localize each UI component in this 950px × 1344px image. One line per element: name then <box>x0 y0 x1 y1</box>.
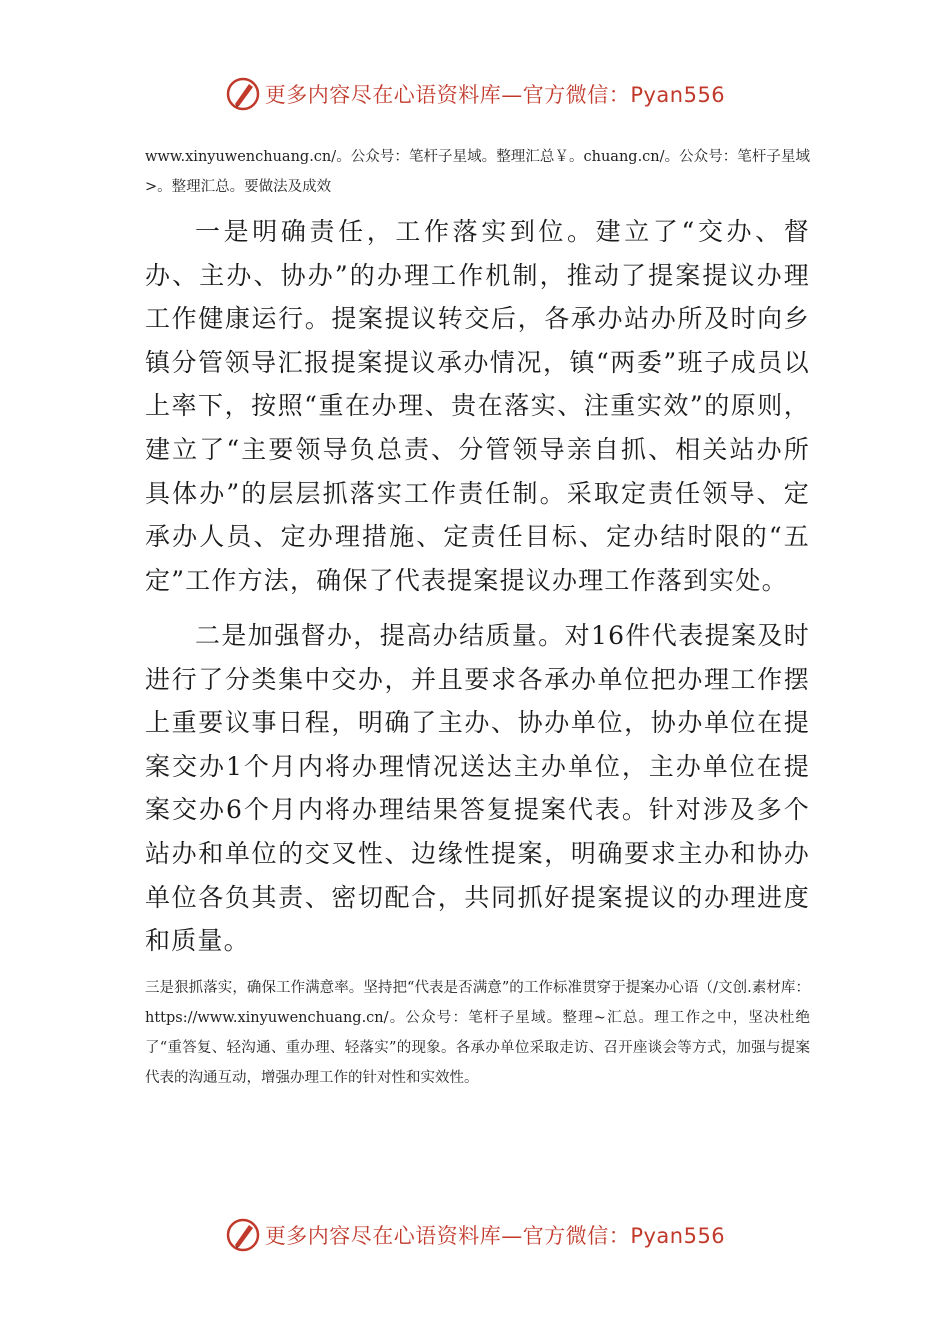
wechat-handle: Pyan556 <box>630 83 726 107</box>
pen-logo-icon <box>225 1217 261 1253</box>
outro-text: 三是狠抓落实，确保工作满意率。坚持把“代表是否满意”的工作标准贯穿于提案办心语（/文创.素材库：https://www.xinyuwenchuang.cn/。公众号：笔杆子星域。整理~汇总。理工作之中，坚决杜绝了“重答复、轻沟通、重办理、轻落实”的现象。各承办单位采取走访、召开座谈会等方式，加强与提案代表的沟通互动，增强办理工作的针对性和实效性。 <box>145 980 810 1086</box>
banner-text: 更多内容尽在心语资料库—官方微信：Pyan556 <box>264 1224 726 1248</box>
header-banner <box>0 72 950 116</box>
wechat-handle: Pyan556 <box>630 1224 726 1248</box>
paragraph-2: 二是加强督办，提高办结质量。对16件代表提案及时进行了分类集中交办，并且要求各承办单位把办理工作摆上重要议事日程，明确了主办、协办单位，协办单位在提案交办1个月内将办理情况送达主办单位，主办单位在提案交办6个月内将办理结果答复提案代表。针对涉及多个站办和单位的交叉性、边缘性提案，明确要求主办和协办单位各负其责、密切配合，共同抓好提案提议的办理进度和质量。 <box>145 621 810 956</box>
banner-text: 更多内容尽在心语资料库—官方微信：Pyan556 <box>264 83 726 107</box>
intro-text: www.xinyuwenchuang.cn/。公众号：笔杆子星域。整理汇总￥。chuang.cn/。公众号：笔杆子星域>。整理汇总。要做法及成效 <box>145 149 810 195</box>
paragraph-1: 一是明确责任，工作落实到位。建立了“交办、督办、主办、协办”的办理工作机制，推动了提案提议办理工作健康运行。提案提议转交后，各承办站办所及时向乡镇分管领导汇报提案提议承办情况，镇“两委”班子成员以上率下，按照“重在办理、贵在落实、注重实效”的原则，建立了“主要领导负总责、分管领导亲自抓、相关站办所具体办”的层层抓落实工作责任制。采取定责任领导、定承办人员、定办理措施、定责任目标、定办结时限的“五定”工作方法，确保了代表提案提议办理工作落到实处。 <box>145 217 810 595</box>
pen-logo-icon <box>225 76 261 112</box>
footer-banner <box>0 1213 950 1257</box>
